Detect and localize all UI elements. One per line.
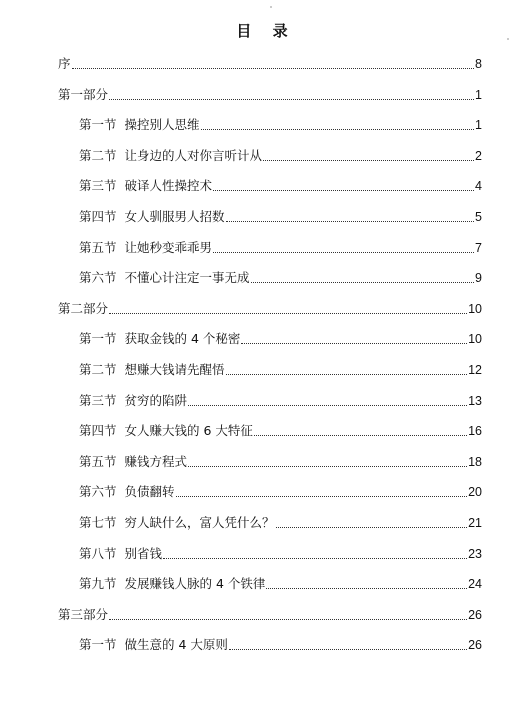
dot-leader xyxy=(276,524,468,528)
toc-entry-title: 让身边的人对你言听计从 xyxy=(124,147,263,163)
toc-section-number: 第一节 xyxy=(79,331,117,347)
dot-leader xyxy=(251,279,475,283)
toc-entry-title: 操控别人思维 xyxy=(124,117,200,133)
toc-page-number: 26 xyxy=(468,607,482,622)
dot-leader xyxy=(229,646,467,650)
dot-leader xyxy=(109,310,467,314)
toc-entry-title: 负债翻转 xyxy=(124,484,175,500)
toc-part-entry xyxy=(58,602,482,622)
toc-section-number: 第八节 xyxy=(79,545,117,561)
toc-section-number: 第四节 xyxy=(79,423,117,439)
toc-page-number: 8 xyxy=(475,57,482,71)
dot-leader xyxy=(188,463,467,467)
toc-page-number: 21 xyxy=(468,516,482,530)
toc-entry-title: 女人驯服男人招数 xyxy=(124,209,225,224)
toc-entry-title: 女人赚大钱的 6 大特征 xyxy=(124,423,253,439)
toc-entry-title: 破译人性操控术 xyxy=(124,178,213,194)
toc-section-entry xyxy=(79,326,482,346)
toc-section-entry xyxy=(79,541,482,561)
dot-leader xyxy=(213,249,474,253)
toc-section-entry xyxy=(79,235,482,255)
toc-section-entry xyxy=(79,112,482,132)
dot-leader xyxy=(201,126,475,130)
dot-leader xyxy=(163,555,467,559)
toc-section-number: 第六节 xyxy=(79,484,117,500)
toc-section-number: 第一节 xyxy=(79,117,117,133)
toc-section-number: 第七节 xyxy=(79,515,117,530)
toc-page-number: 2 xyxy=(475,148,482,163)
dot-leader xyxy=(254,432,467,436)
toc-entry-title: 序 xyxy=(58,56,71,71)
toc-section-entry xyxy=(79,479,482,499)
toc-page-number: 1 xyxy=(475,87,482,102)
dot-leader xyxy=(109,96,474,100)
dot-leader xyxy=(266,585,467,589)
toc-page-number: 20 xyxy=(468,485,482,500)
toc-entry-title: 第三部分 xyxy=(58,606,109,622)
toc-page-number: 1 xyxy=(475,118,482,133)
toc-section-entry xyxy=(79,449,482,469)
toc-section-entry xyxy=(79,571,482,591)
toc-section-entry xyxy=(79,357,482,377)
toc-entry-title: 别省钱 xyxy=(124,545,163,561)
toc-section-number: 第一节 xyxy=(79,637,117,653)
toc-page-number: 7 xyxy=(475,240,482,255)
toc-section-number: 第三节 xyxy=(79,392,117,408)
scan-speck xyxy=(507,38,509,40)
toc-part-entry xyxy=(58,82,482,102)
dot-leader xyxy=(109,616,467,620)
dot-leader xyxy=(241,340,467,344)
toc-entry-title: 不懂心计注定一事无成 xyxy=(124,270,250,286)
toc-page-number: 16 xyxy=(468,424,482,439)
toc-part-entry xyxy=(58,296,482,316)
toc-section-number: 第六节 xyxy=(79,270,117,286)
toc-page-number: 10 xyxy=(468,301,482,316)
toc-section-entry xyxy=(79,388,482,408)
dot-leader xyxy=(226,371,468,375)
toc-section-number: 第三节 xyxy=(79,178,117,194)
scan-speck xyxy=(270,6,272,8)
toc-page-number: 24 xyxy=(468,577,482,592)
dot-leader xyxy=(213,187,474,191)
toc-section-number: 第二节 xyxy=(79,147,117,163)
dot-leader xyxy=(72,65,475,69)
toc-page-number: 10 xyxy=(468,332,482,347)
toc-entry-title: 贫穷的陷阱 xyxy=(124,392,188,408)
toc-entry-title: 第一部分 xyxy=(58,86,109,102)
toc-entry-title: 赚钱方程式 xyxy=(124,453,188,469)
toc-section-entry xyxy=(79,143,482,163)
dot-leader xyxy=(188,402,467,406)
toc-entry-title: 让她秒变乖乖男 xyxy=(124,239,213,255)
toc-page-number: 12 xyxy=(468,363,482,377)
toc-section-number: 第五节 xyxy=(79,239,117,255)
toc-entry-title: 做生意的 4 大原则 xyxy=(124,637,228,653)
toc-section-entry xyxy=(79,510,482,530)
toc-section-number: 第二节 xyxy=(79,362,117,377)
toc-section-entry xyxy=(79,265,482,285)
toc-page-number: 13 xyxy=(468,393,482,408)
dot-leader xyxy=(176,493,468,497)
toc-section-entry xyxy=(79,632,482,652)
toc-entry-title: 发展赚钱人脉的 4 个铁律 xyxy=(124,576,266,592)
dot-leader xyxy=(226,218,475,222)
toc-section-number: 第五节 xyxy=(79,453,117,469)
toc-section-number: 第四节 xyxy=(79,209,117,224)
toc-page-number: 4 xyxy=(475,179,482,194)
toc-section-number: 第九节 xyxy=(79,576,117,592)
toc-part-entry xyxy=(58,51,482,71)
page-title: 目 录 xyxy=(236,22,296,40)
toc-page-number: 26 xyxy=(468,638,482,653)
dot-leader xyxy=(263,157,474,161)
toc-page-number: 5 xyxy=(475,210,482,224)
toc-section-entry xyxy=(79,173,482,193)
toc-section-entry xyxy=(79,418,482,438)
toc-entry-title: 获取金钱的 4 个秘密 xyxy=(124,331,241,347)
toc-page-number: 18 xyxy=(468,454,482,469)
toc-entry-title: 想赚大钱请先醒悟 xyxy=(124,362,225,377)
toc-entry-title: 穷人缺什么，富人凭什么？ xyxy=(124,515,275,530)
toc-page-number: 23 xyxy=(468,546,482,561)
toc-entry-title: 第二部分 xyxy=(58,300,109,316)
toc-section-entry xyxy=(79,204,482,224)
toc-page-number: 9 xyxy=(475,271,482,286)
